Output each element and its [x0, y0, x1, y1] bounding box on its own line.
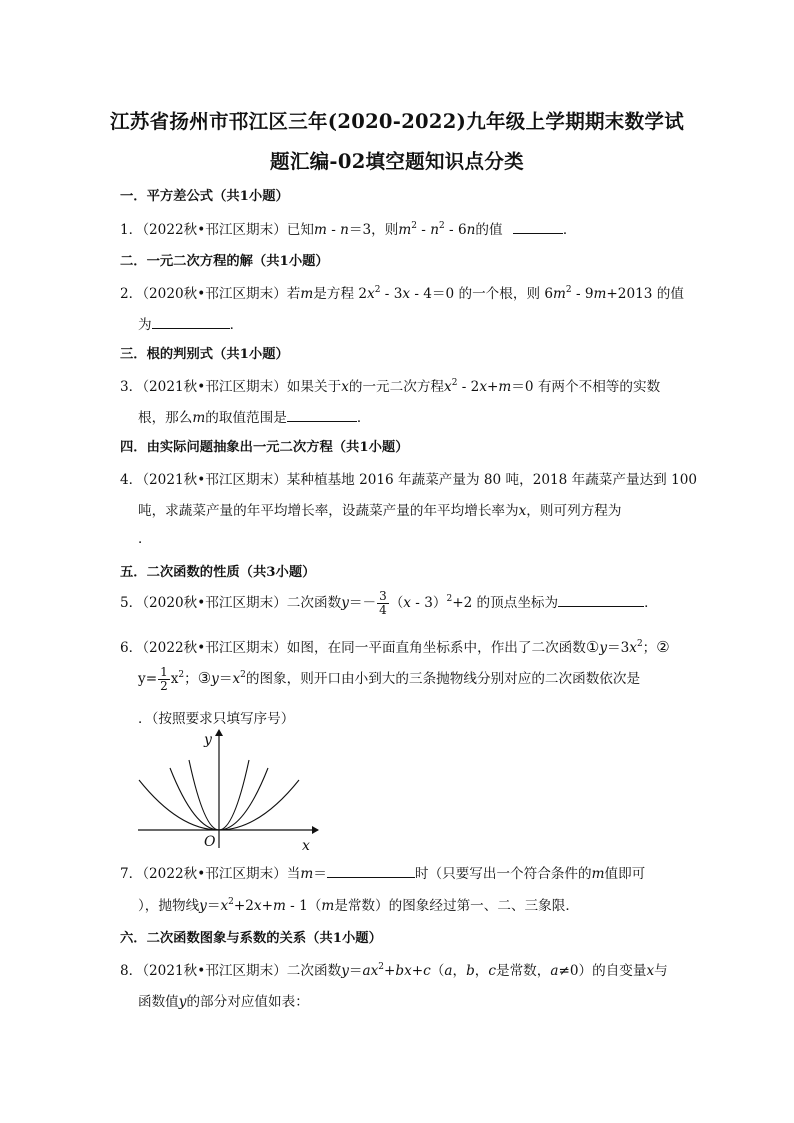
- answer-blank-2: [152, 316, 230, 329]
- x-axis-label: x: [302, 838, 310, 852]
- question-8-line2: 函数值y的部分对应值如表：: [138, 994, 309, 1010]
- section-heading-1: 一．平方差公式（共1小题）: [120, 189, 289, 204]
- circled-number-1: ①: [585, 638, 600, 656]
- question-3-continued: 根，那么m的取值范围是 ．: [138, 410, 371, 426]
- origin-label: O: [204, 834, 216, 850]
- section-heading-2: 二．一元二次方程的解（共1小题）: [120, 254, 329, 269]
- section-heading-4: 四．由实际问题抽象出一元二次方程（共1小题）: [120, 440, 409, 455]
- answer-blank-5: [558, 594, 644, 607]
- question-3: 3．（2021秋•邗江区期末）如果关于x的一元二次方程$x^2 - 2x+m=0$ 有两个不相等的实数: [120, 378, 661, 395]
- question-5: 5．（2020秋•邗江区期末）二次函数y＝－ $\frac{3}{4}$ （x - 3）$^2$+2 的顶点坐标为 ．: [120, 589, 658, 617]
- question-6-line1: 6．（2022秋•邗江区期末）如图，在同一平面直角坐标系中，作出了二次函数$①y=3x^2$；②: [120, 638, 670, 656]
- question-6-line3: ．（按照要求只填写序号）: [138, 711, 295, 727]
- question-6-line2: y= $\frac{1}{2}$ $x^2$；$③y=x^2$的图象，则开口由小到大的三条抛物线分别对应的二次函数依次是: [138, 665, 641, 693]
- fraction-three-quarters: $\frac{3}{4}$: [379, 589, 387, 617]
- section-heading-5: 五．二次函数的性质（共3小题）: [120, 565, 316, 580]
- question-8-line1: 8．（2021秋•邗江区期末）二次函数$y=ax^2+bx+c(a$，b，c是常数，a≠0）的自变量x与: [120, 962, 668, 979]
- section-heading-3: 三．根的判别式（共1小题）: [120, 347, 289, 362]
- question-7-line2: ），抛物线$y=x^2+2x+m - 1(m$是常数）的图象经过第一、二、三象限．: [138, 897, 579, 914]
- question-4-line3: ．: [138, 531, 152, 547]
- fraction-one-half: $\frac{1}{2}$: [160, 665, 168, 693]
- document-title-line2: 题汇编-02填空题知识点分类: [270, 150, 524, 173]
- y-axis-label: y: [204, 732, 212, 748]
- question-4-line1: 4．（2021秋•邗江区期末）某种植基地 2016 年蔬菜产量为 80 吨，2018 年蔬菜产量达到 100: [120, 472, 698, 488]
- question-2-continued: 为 ．: [138, 317, 244, 333]
- question-4-line2: 吨，求蔬菜产量的年平均增长率，设蔬菜产量的年平均增长率为x，则可列方程为: [138, 503, 622, 519]
- question-2: 2．（2020秋•邗江区期末）若m是方程 $2x^2 - 3x - 4=0$ 的一个根，则 $6m^2 - 9m+2013$ 的值: [120, 285, 684, 302]
- parabola-graph: [134, 724, 330, 852]
- question-7-line1: 7．（2022秋•邗江区期末）当m＝ 时（只要写出一个符合条件的m值即可: [120, 866, 646, 882]
- question-1: 1．（2022秋•邗江区期末）已知m - n＝3，则$m^2 - n^2 - 6n$的值 ．: [120, 221, 577, 238]
- answer-blank-3: [287, 409, 357, 422]
- answer-blank-7: [327, 865, 415, 878]
- circled-number-3: ③: [197, 669, 212, 687]
- section-heading-6: 六．二次函数图象与系数的关系（共1小题）: [120, 931, 382, 946]
- circled-number-2: ②: [656, 638, 670, 656]
- answer-blank-1: [513, 221, 563, 234]
- document-title-line1: 江苏省扬州市邗江区三年(2020-2022)九年级上学期期末数学试: [110, 110, 684, 133]
